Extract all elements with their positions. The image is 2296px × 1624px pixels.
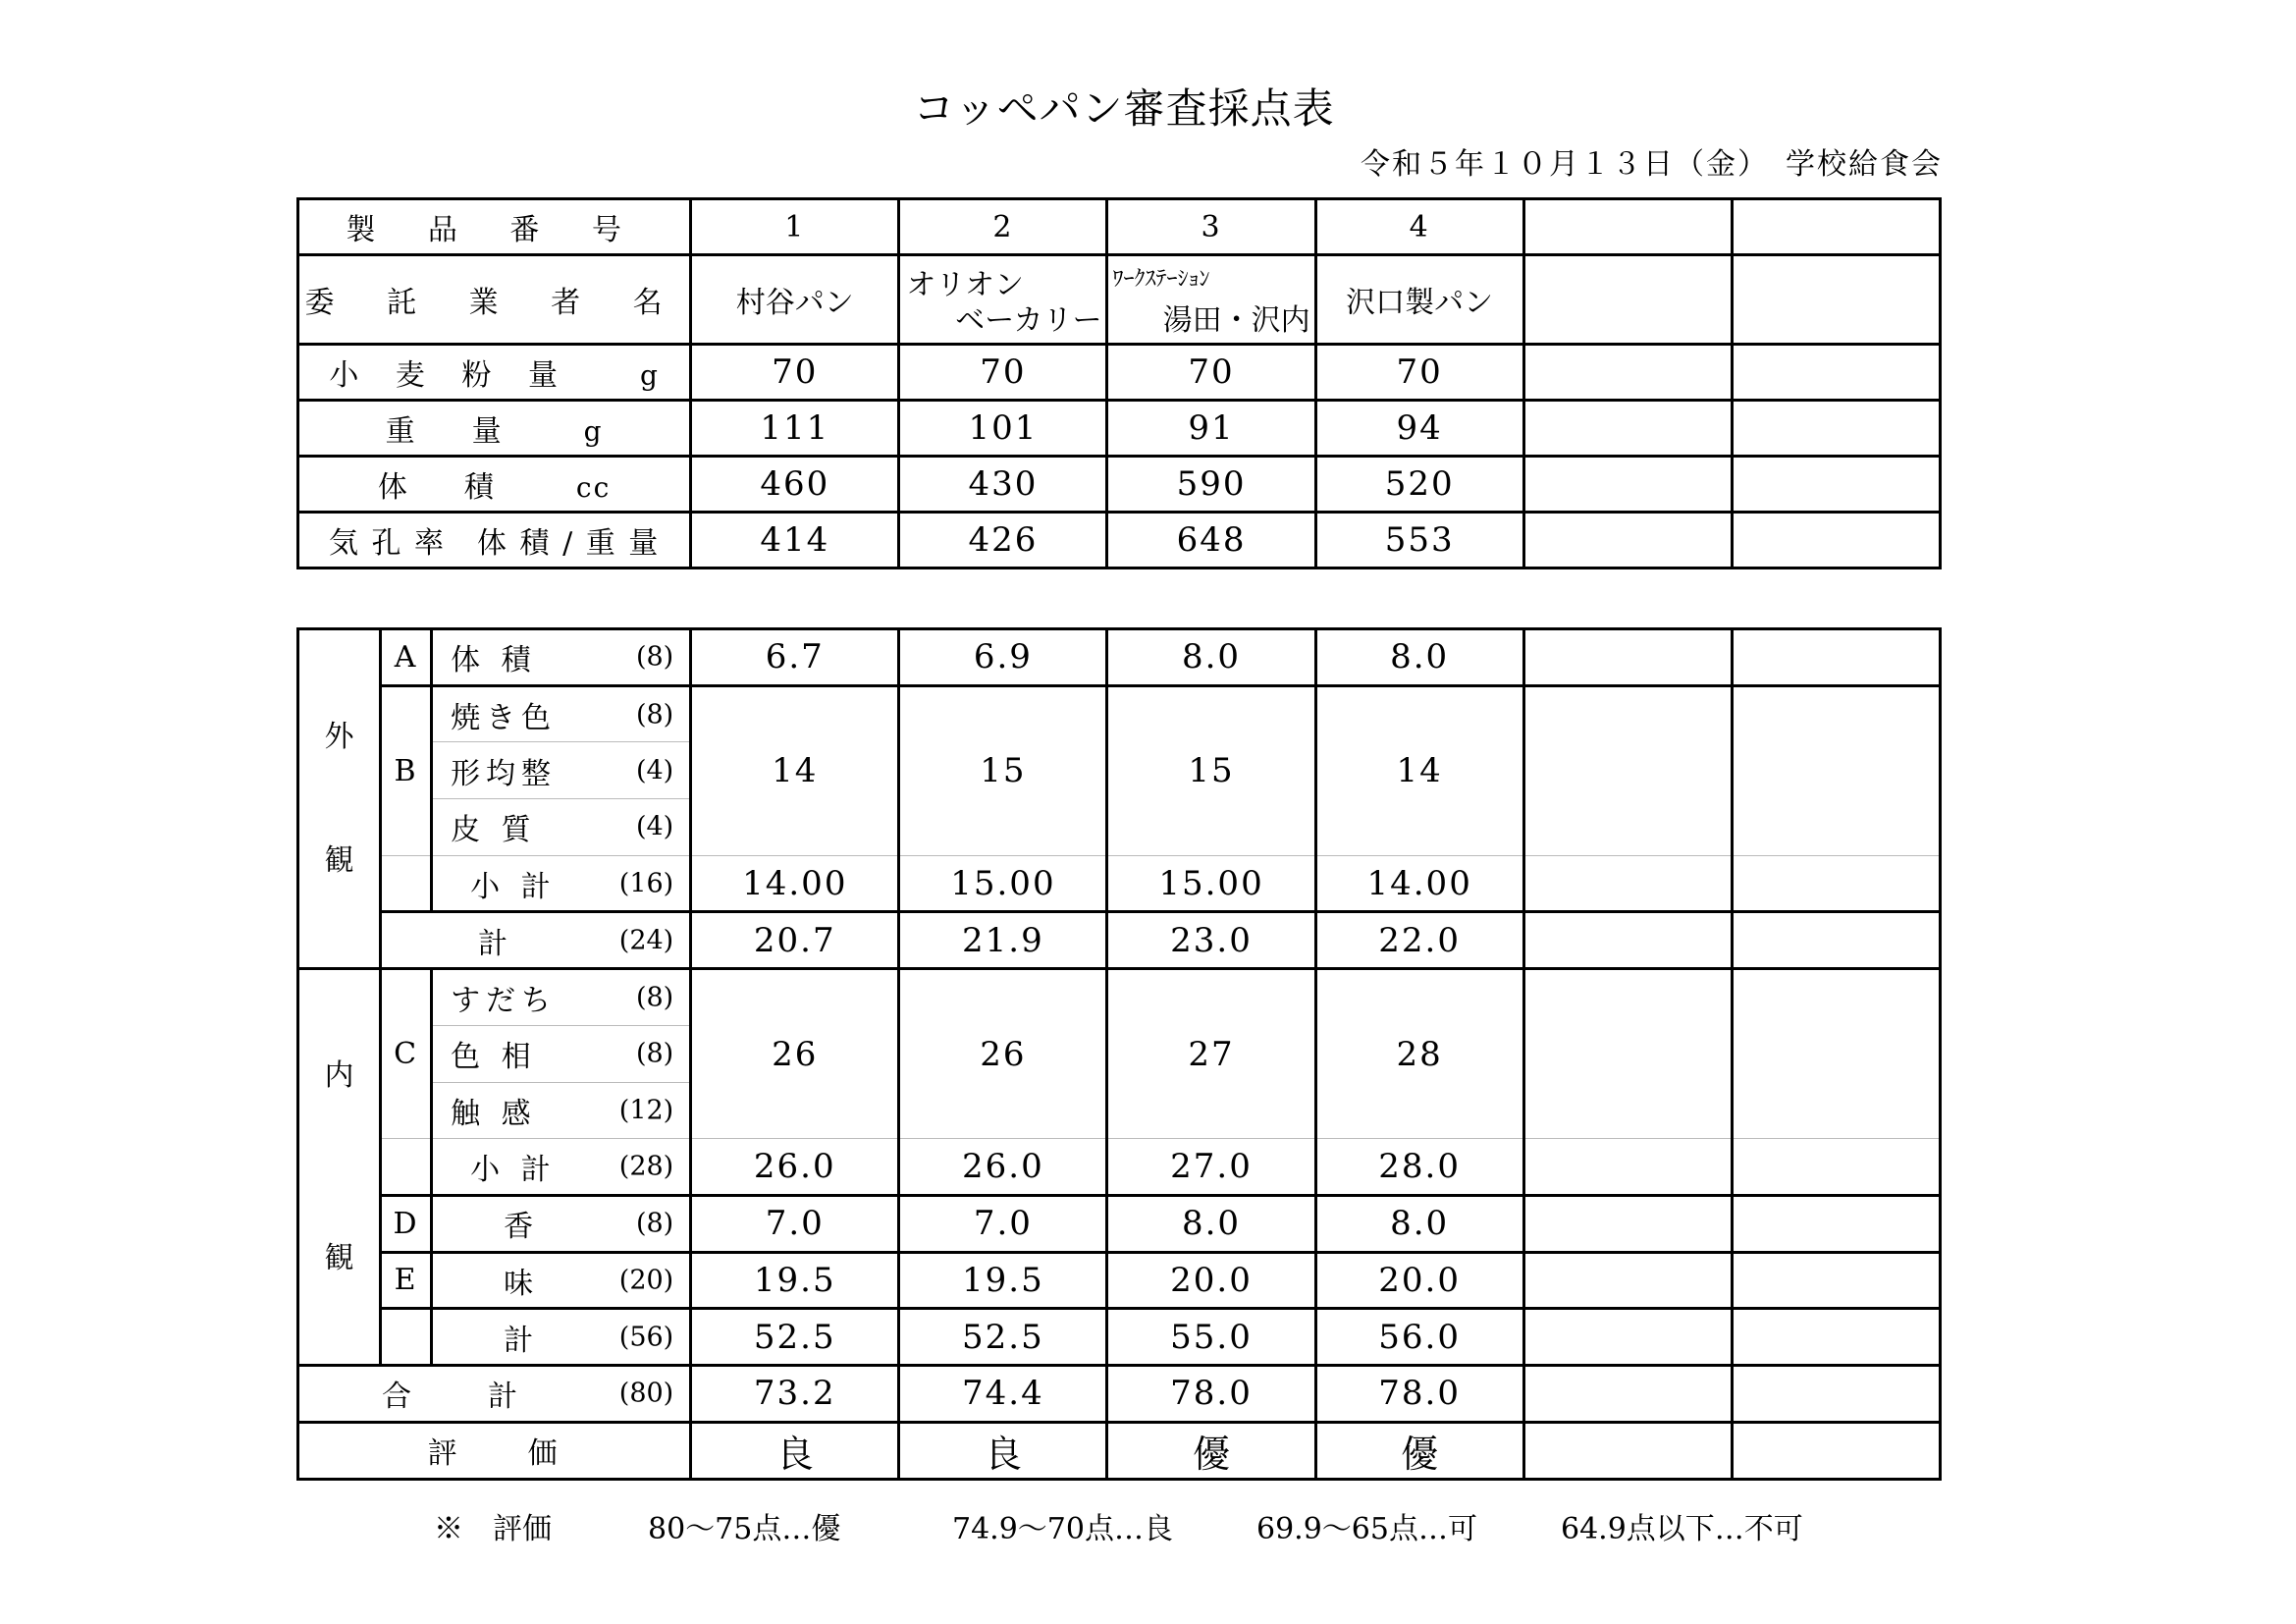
empty-cell <box>1732 457 1940 513</box>
criterion-cell <box>432 1025 691 1082</box>
table-row <box>298 1309 1941 1366</box>
criterion-cell <box>432 1082 691 1139</box>
empty-cell <box>1523 685 1732 855</box>
grand-total-value: 73.2 <box>691 1365 899 1422</box>
criterion-points: (8) <box>635 641 674 673</box>
interior-section-label <box>298 969 381 1366</box>
flour-label-cell <box>298 345 691 401</box>
weight-unit: g <box>583 415 604 448</box>
empty-cell <box>1732 513 1940 568</box>
empty-cell <box>1523 457 1732 513</box>
criterion-label: 体 積 <box>451 643 537 678</box>
table-row <box>298 1139 1941 1196</box>
contractor-name-cell <box>1107 255 1315 345</box>
exterior-label-2: 観 <box>324 842 354 878</box>
score-cell: 14.00 <box>1315 855 1523 912</box>
score-cell: 6.9 <box>899 629 1107 686</box>
criterion-cell <box>432 1309 691 1366</box>
score-cell: 14 <box>1315 685 1523 855</box>
criterion-points: (28) <box>618 1151 674 1182</box>
contractor-name-cell <box>1315 255 1523 345</box>
criterion-points: (56) <box>618 1322 674 1353</box>
note-range: 69.9～65点…可 <box>1256 1512 1477 1546</box>
scoring-table <box>296 627 1942 1481</box>
score-cell: 14 <box>691 685 899 855</box>
score-cell: 26.0 <box>899 1139 1107 1196</box>
product-number-cell: 2 <box>899 199 1107 255</box>
table-row <box>298 912 1941 969</box>
empty-cell <box>1523 855 1732 912</box>
score-cell: 15 <box>899 685 1107 855</box>
volume-label: 体 積 <box>377 470 507 505</box>
product-number-cell: 1 <box>691 199 899 255</box>
porosity-value: 648 <box>1107 513 1315 568</box>
empty-cell <box>1732 1309 1940 1366</box>
volume-row <box>298 457 1941 513</box>
volume-value: 520 <box>1315 457 1523 513</box>
contractor-name-cell <box>899 255 1107 345</box>
score-cell: 15 <box>1107 685 1315 855</box>
table-row <box>298 1365 1941 1422</box>
criterion-points: (4) <box>635 755 674 786</box>
score-cell: 26.0 <box>691 1139 899 1196</box>
table-row <box>298 685 1941 742</box>
category-code: C <box>381 969 432 1139</box>
grand-total-points: (80) <box>618 1378 674 1409</box>
criterion-label: 香 <box>504 1210 540 1245</box>
grand-total-value: 78.0 <box>1107 1365 1315 1422</box>
contractor-name-line2: ベーカリー <box>955 303 1102 338</box>
criterion-label: 計 <box>504 1323 540 1358</box>
contractor-name: 沢口製パン <box>1346 286 1494 320</box>
flour-label: 小 麦 粉 量 <box>329 358 571 393</box>
porosity-value: 414 <box>691 513 899 568</box>
score-cell: 21.9 <box>899 912 1107 969</box>
contractor-label: 委 託 業 者 名 <box>298 255 691 345</box>
score-cell: 56.0 <box>1315 1309 1523 1366</box>
score-cell: 28.0 <box>1315 1139 1523 1196</box>
criterion-points: (16) <box>618 868 674 899</box>
category-code: D <box>381 1195 432 1252</box>
weight-label: 重 量 <box>385 414 515 449</box>
empty-cell <box>1523 199 1732 255</box>
empty-cell <box>1523 1139 1732 1196</box>
score-cell: 7.0 <box>899 1195 1107 1252</box>
empty-cell <box>1732 255 1940 345</box>
empty-cell <box>1732 685 1940 855</box>
empty-cell <box>1523 345 1732 401</box>
score-cell: 20.7 <box>691 912 899 969</box>
evaluation-grade: 優 <box>1107 1422 1315 1479</box>
product-number-cell: 4 <box>1315 199 1523 255</box>
grand-total-value: 78.0 <box>1315 1365 1523 1422</box>
grand-total-label: 合 計 <box>382 1380 523 1415</box>
note-range: 74.9～70点…良 <box>952 1512 1173 1546</box>
criterion-label: 計 <box>478 926 514 961</box>
score-cell: 14.00 <box>691 855 899 912</box>
score-cell: 27 <box>1107 969 1315 1139</box>
product-number-row <box>298 199 1941 255</box>
empty-cell <box>1732 345 1940 401</box>
score-cell: 27.0 <box>1107 1139 1315 1196</box>
weight-value: 91 <box>1107 401 1315 457</box>
exterior-section-label <box>298 629 381 969</box>
exterior-label-1: 外 <box>324 719 354 754</box>
score-cell: 22.0 <box>1315 912 1523 969</box>
empty-cell <box>1523 969 1732 1139</box>
volume-value: 430 <box>899 457 1107 513</box>
interior-label-1: 内 <box>324 1057 354 1093</box>
volume-label-cell <box>298 457 691 513</box>
empty-cell <box>1523 1195 1732 1252</box>
criterion-label: 味 <box>504 1266 540 1301</box>
volume-value: 590 <box>1107 457 1315 513</box>
porosity-value: 426 <box>899 513 1107 568</box>
empty-cell <box>1523 401 1732 457</box>
empty-cell <box>1732 629 1940 686</box>
flour-unit: g <box>639 359 660 392</box>
score-cell: 8.0 <box>1107 1195 1315 1252</box>
weight-row <box>298 401 1941 457</box>
criterion-label: 色 相 <box>451 1040 537 1075</box>
score-cell: 20.0 <box>1315 1252 1523 1309</box>
flour-value: 70 <box>691 345 899 401</box>
criterion-cell <box>432 1252 691 1309</box>
empty-cell <box>1523 255 1732 345</box>
evaluation-label: 評 価 <box>298 1422 691 1479</box>
table-row <box>298 1422 1941 1479</box>
criterion-label: 小 計 <box>470 1153 557 1188</box>
empty-cell <box>381 1309 432 1366</box>
criterion-cell <box>432 1195 691 1252</box>
weight-value: 94 <box>1315 401 1523 457</box>
score-cell: 26 <box>899 969 1107 1139</box>
empty-cell <box>1732 1252 1940 1309</box>
criterion-points: (8) <box>635 699 674 731</box>
evaluation-grade: 良 <box>691 1422 899 1479</box>
criterion-label: 皮 質 <box>451 813 537 848</box>
score-cell: 15.00 <box>899 855 1107 912</box>
porosity-value: 553 <box>1315 513 1523 568</box>
criterion-label: 小 計 <box>470 869 557 904</box>
volume-unit: cc <box>575 471 612 504</box>
criterion-cell <box>432 1139 691 1196</box>
grand-total-label-cell <box>298 1365 691 1422</box>
empty-cell <box>1732 855 1940 912</box>
contractor-name-line1: ﾜｰｸｽﾃｰｼｮﾝ <box>1112 267 1210 292</box>
empty-cell <box>1732 199 1940 255</box>
score-cell: 26 <box>691 969 899 1139</box>
criterion-points: (24) <box>618 925 674 956</box>
date-line: 令和５年１０月１３日（金） 学校給食会 <box>1361 147 1943 182</box>
criterion-points: (4) <box>635 811 674 842</box>
empty-cell <box>1732 969 1940 1139</box>
score-cell: 55.0 <box>1107 1309 1315 1366</box>
criterion-label: すだち <box>451 983 558 1018</box>
criterion-points: (12) <box>618 1095 674 1126</box>
note-range: 64.9点以下…不可 <box>1561 1512 1803 1546</box>
table-row <box>298 1252 1941 1309</box>
criterion-label: 焼き色 <box>451 700 558 735</box>
empty-cell <box>1732 1365 1940 1422</box>
porosity-label: 気 孔 率 体 積 / 重 量 <box>298 513 691 568</box>
criterion-cell <box>432 742 691 799</box>
empty-cell <box>1523 1309 1732 1366</box>
category-code: E <box>381 1252 432 1309</box>
empty-cell <box>381 855 432 912</box>
flour-value: 70 <box>899 345 1107 401</box>
empty-cell <box>1523 513 1732 568</box>
score-cell: 52.5 <box>691 1309 899 1366</box>
score-cell: 7.0 <box>691 1195 899 1252</box>
empty-cell <box>1732 1195 1940 1252</box>
score-cell: 8.0 <box>1315 629 1523 686</box>
weight-label-cell <box>298 401 691 457</box>
flour-row <box>298 345 1941 401</box>
criterion-cell <box>432 799 691 856</box>
evaluation-grade: 良 <box>899 1422 1107 1479</box>
criterion-label: 形均整 <box>451 756 558 791</box>
contractor-name-line1: オリオン <box>906 268 1025 302</box>
criterion-cell <box>432 629 691 686</box>
empty-cell <box>1523 912 1732 969</box>
grand-total-value: 74.4 <box>899 1365 1107 1422</box>
page-title: コッペパン審査採点表 <box>913 84 1335 133</box>
criterion-points: (8) <box>635 1208 674 1239</box>
score-cell: 20.0 <box>1107 1252 1315 1309</box>
criterion-cell <box>381 912 691 969</box>
empty-cell <box>1523 629 1732 686</box>
score-cell: 8.0 <box>1107 629 1315 686</box>
score-cell: 15.00 <box>1107 855 1315 912</box>
empty-cell <box>1732 1139 1940 1196</box>
contractor-name: 村谷パン <box>735 286 854 320</box>
criterion-points: (8) <box>635 982 674 1013</box>
volume-value: 460 <box>691 457 899 513</box>
score-cell: 8.0 <box>1315 1195 1523 1252</box>
flour-value: 70 <box>1107 345 1315 401</box>
note-mark: ※ 評価 <box>434 1512 552 1546</box>
criterion-cell <box>432 969 691 1026</box>
empty-cell <box>1523 1252 1732 1309</box>
table-row <box>298 855 1941 912</box>
contractor-name-cell <box>691 255 899 345</box>
criterion-points: (20) <box>618 1265 674 1296</box>
note-range: 80～75点…優 <box>648 1512 841 1546</box>
criterion-label: 触 感 <box>451 1096 537 1131</box>
empty-cell <box>1732 1422 1940 1479</box>
table-row <box>298 969 1941 1026</box>
empty-cell <box>381 1139 432 1196</box>
interior-label-2: 観 <box>324 1240 354 1275</box>
score-cell: 6.7 <box>691 629 899 686</box>
score-cell: 23.0 <box>1107 912 1315 969</box>
score-cell: 19.5 <box>899 1252 1107 1309</box>
flour-value: 70 <box>1315 345 1523 401</box>
score-cell: 19.5 <box>691 1252 899 1309</box>
evaluation-grade: 優 <box>1315 1422 1523 1479</box>
score-cell: 52.5 <box>899 1309 1107 1366</box>
empty-cell <box>1523 1365 1732 1422</box>
table-row <box>298 1195 1941 1252</box>
product-info-table <box>296 197 1942 569</box>
contractor-name-line2: 湯田・沢内 <box>1162 303 1310 338</box>
criterion-points: (8) <box>635 1038 674 1069</box>
category-code: A <box>381 629 432 686</box>
empty-cell <box>1523 1422 1732 1479</box>
criterion-cell <box>432 855 691 912</box>
table-row <box>298 629 1941 686</box>
criterion-cell <box>432 685 691 742</box>
porosity-row <box>298 513 1941 568</box>
weight-value: 111 <box>691 401 899 457</box>
empty-cell <box>1732 401 1940 457</box>
contractor-row <box>298 255 1941 345</box>
weight-value: 101 <box>899 401 1107 457</box>
score-cell: 28 <box>1315 969 1523 1139</box>
category-code: B <box>381 685 432 855</box>
product-number-cell: 3 <box>1107 199 1315 255</box>
product-number-label: 製 品 番 号 <box>298 199 691 255</box>
empty-cell <box>1732 912 1940 969</box>
